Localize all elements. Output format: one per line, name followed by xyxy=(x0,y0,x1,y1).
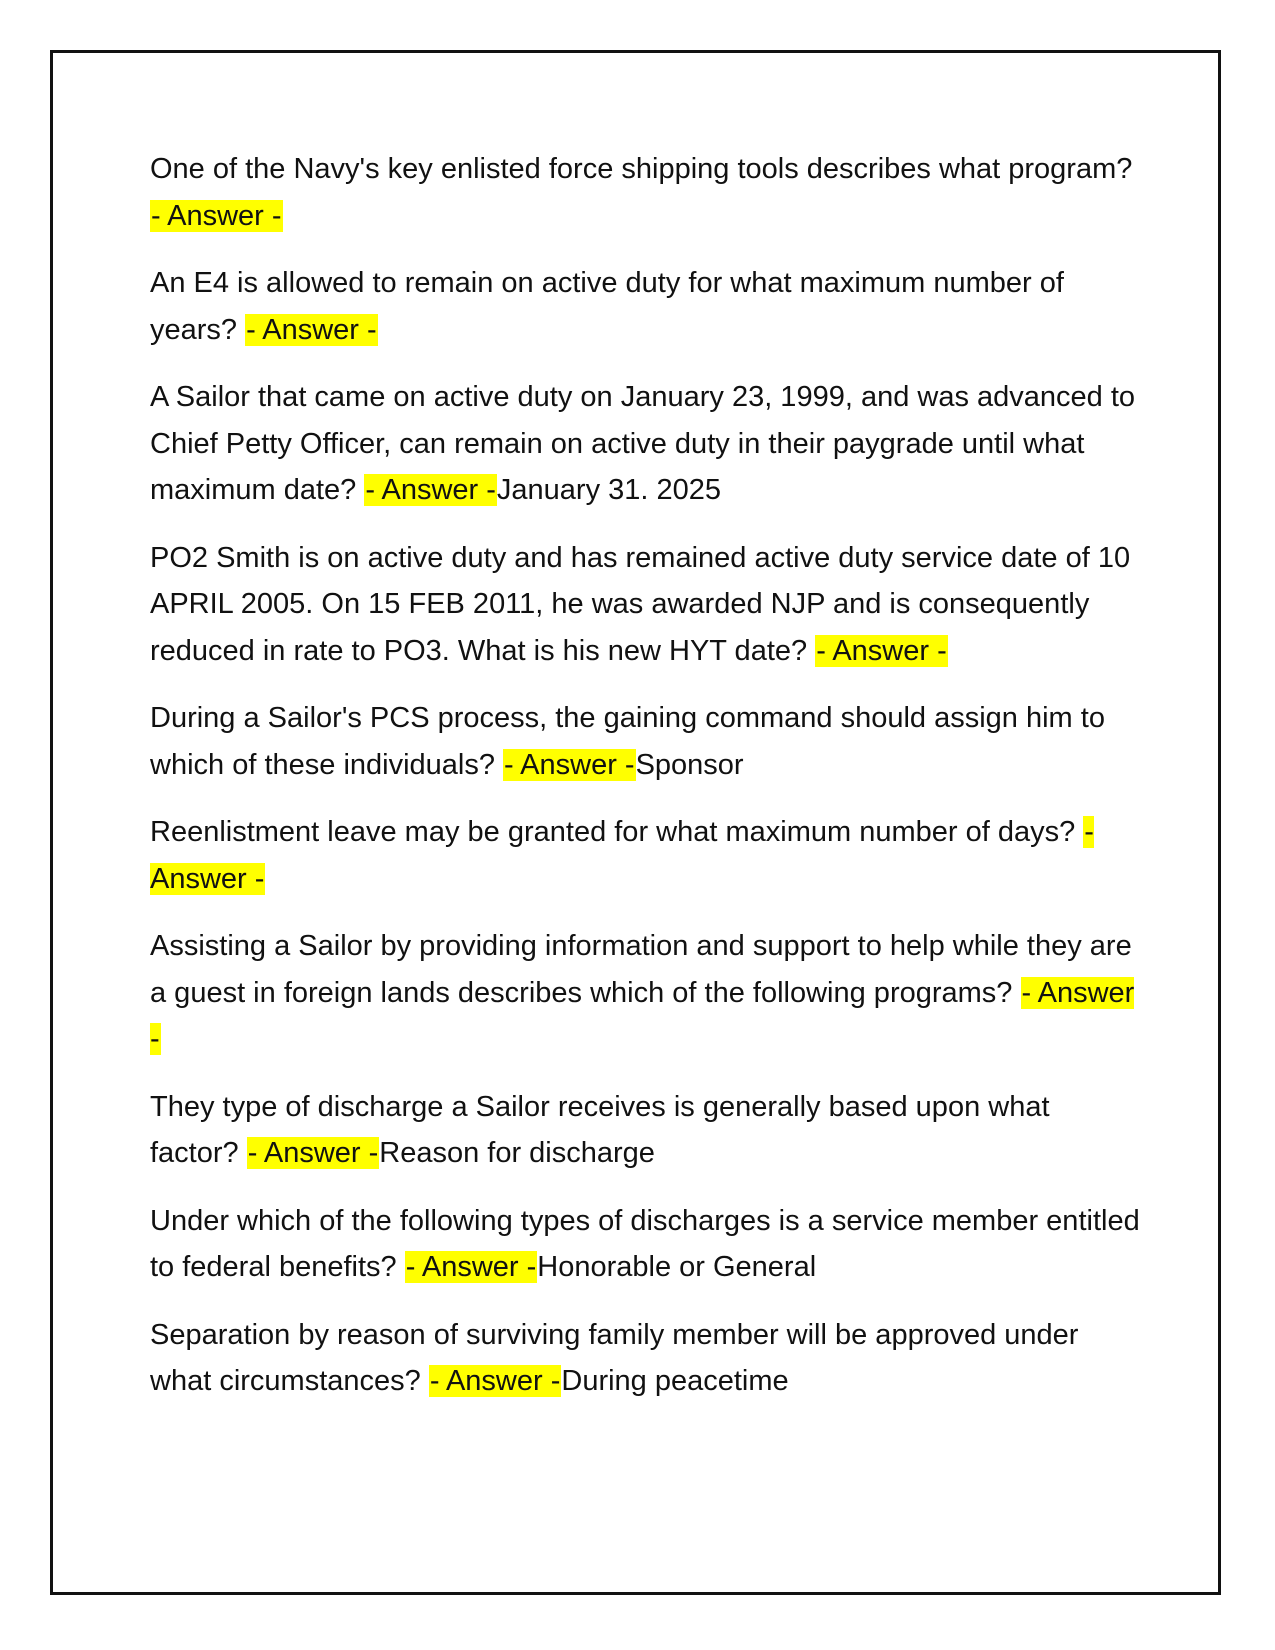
question-text: One of the Navy's key enlisted force shipping tools describes what program? xyxy=(150,153,1133,185)
answer-text: Reason for discharge xyxy=(379,1137,655,1169)
question-text: PO2 Smith is on active duty and has remained active duty service date of 10 APRIL 2005. On 15 FEB 2011, he was awarded NJP and is consequently reduced in rate to PO3. What is his new HYT date? xyxy=(150,541,1131,667)
answer-text: January 31. 2025 xyxy=(496,474,722,506)
qa-item xyxy=(150,1312,1140,1405)
answer-marker: - Answer - xyxy=(246,313,377,346)
question-text: A Sailor that came on active duty on January 23, 1999, and was advanced to Chief Petty Officer, can remain on active duty in their paygrade until what maximum date? xyxy=(150,381,1136,506)
qa-item xyxy=(150,695,1140,788)
answer-text: During peacetime xyxy=(561,1365,789,1397)
answer-text: Honorable or General xyxy=(537,1251,817,1283)
qa-item xyxy=(150,535,1140,675)
qa-item xyxy=(150,374,1140,514)
qa-item xyxy=(150,1084,1140,1177)
answer-marker: - Answer - xyxy=(151,199,282,232)
answer-marker: - Answer - xyxy=(150,976,1135,1055)
qa-list xyxy=(150,146,1140,1426)
qa-item xyxy=(150,809,1140,902)
qa-item xyxy=(150,1198,1140,1291)
question-text: Assisting a Sailor by providing information and support to help while they are a guest in foreign lands describes which of the following programs? xyxy=(150,930,1132,1009)
question-text: An E4 is allowed to remain on active duty for what maximum number of years? xyxy=(150,267,1064,346)
question-text: Separation by reason of surviving family member will be approved under what circumstances? xyxy=(150,1318,1079,1397)
qa-item xyxy=(150,146,1140,239)
answer-marker: - Answer - xyxy=(405,1251,537,1283)
answer-marker: - Answer - xyxy=(247,1137,379,1169)
question-text: Reenlistment leave may be granted for what maximum number of days? xyxy=(150,816,1076,848)
qa-item xyxy=(150,260,1140,353)
qa-item xyxy=(150,923,1140,1063)
answer-marker: - Answer - xyxy=(365,474,496,506)
question-text: They type of discharge a Sailor receives is generally based upon what factor? xyxy=(150,1090,1050,1169)
answer-marker: - Answer - xyxy=(429,1365,561,1397)
answer-marker: - Answer - xyxy=(504,748,635,781)
question-text: During a Sailor's PCS process, the gaining command should assign him to which of these individuals? xyxy=(150,702,1105,781)
question-text: Under which of the following types of discharges is a service member entitled to federal benefits? xyxy=(150,1204,1140,1283)
answer-marker: - Answer - xyxy=(150,816,1094,895)
answer-marker: - Answer - xyxy=(816,634,947,667)
answer-text: Sponsor xyxy=(635,748,744,781)
